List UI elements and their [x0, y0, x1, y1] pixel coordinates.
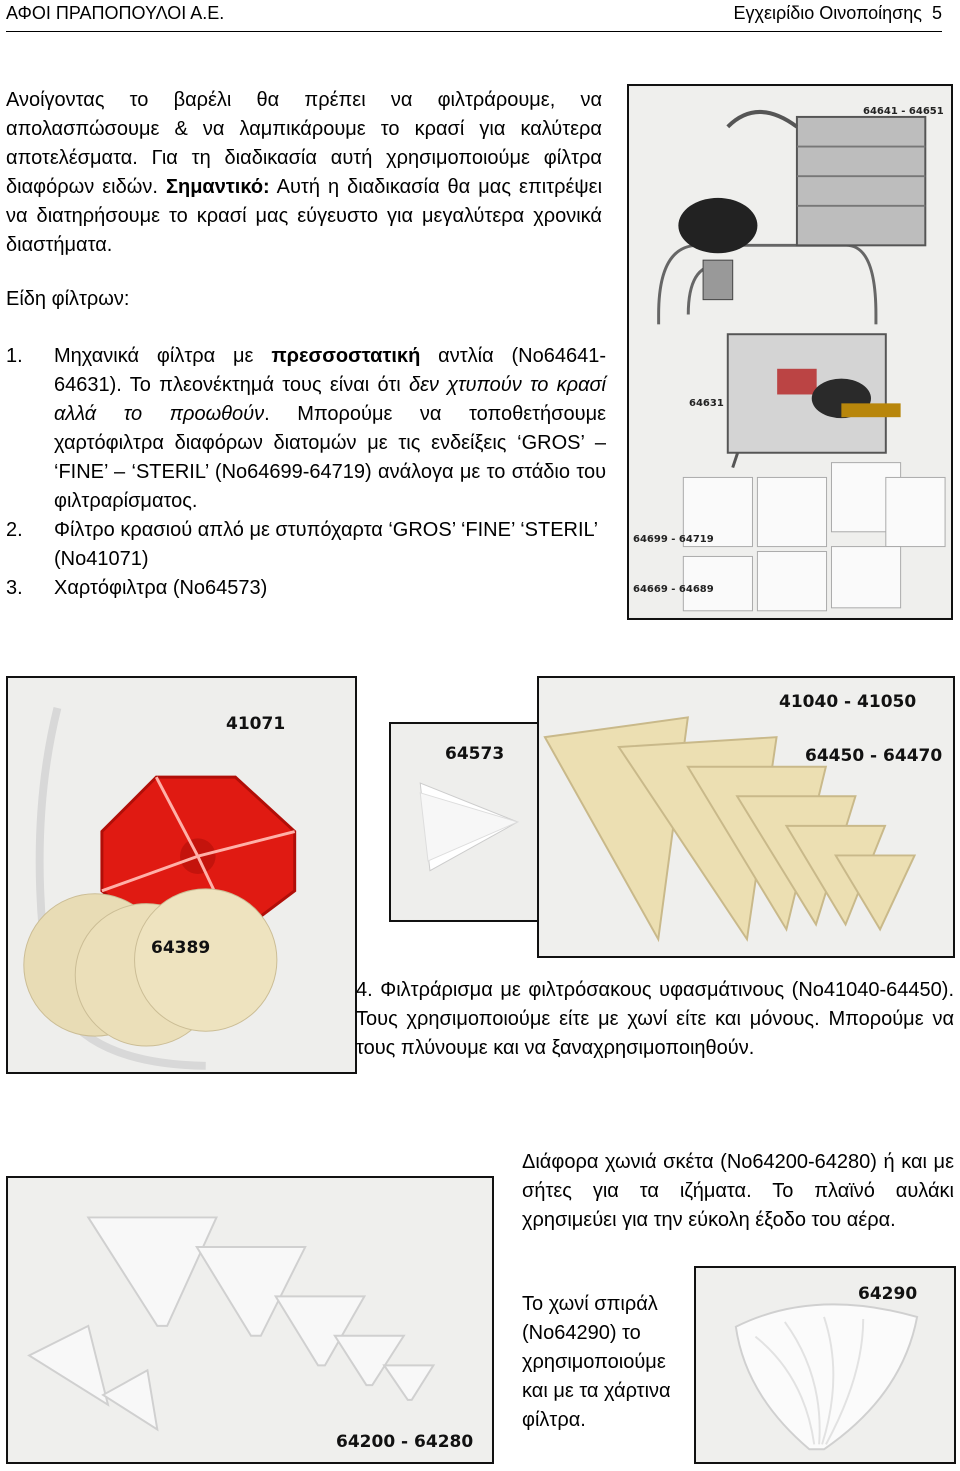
- list-text: . Μπορούμε να τοποθετήσουμε χαρτόφιλτρα διαφόρων διατομών με τις ενδείξεις ‘GROS’ – ‘FINE’ – ‘STERIL’ (Νο64699-64719) ανάλογα με το στάδιο του φιλτραρίσματος.: [54, 403, 607, 512]
- spiral-paragraph: Το χωνί σπιράλ (Νο64290) το χρησιμοποιούμε και με τα χάρτινα φίλτρα.: [522, 1293, 671, 1431]
- list-italic: δεν χτυπούν το κρασί αλλά το προωθούν: [54, 374, 606, 425]
- page-header: [6, 0, 942, 30]
- filter-types-list: [6, 342, 606, 603]
- list-number: 2.: [6, 519, 23, 541]
- list-text: Χαρτόφιλτρα (Νο64573): [54, 577, 268, 599]
- paper-filter-label: 64573: [445, 744, 505, 764]
- item4-paragraph: [356, 976, 954, 1063]
- packs-label-2: 64669 - 64689: [633, 584, 714, 595]
- pads-label: 64389: [151, 938, 211, 958]
- list-bold: πρεσσοστατική: [271, 345, 421, 367]
- list-item-3: [6, 574, 606, 603]
- list-number: 3.: [6, 577, 23, 599]
- intro-paragraph: [6, 86, 602, 260]
- list-text: αντλία (Νο64641-64631). Το πλεονέκτημά τους είναι ότι: [54, 345, 606, 396]
- filter-types-title: Είδη φίλτρων:: [6, 288, 130, 310]
- red-filter-photo: [6, 676, 357, 1074]
- header-rule: [6, 31, 942, 32]
- list-item-2: [6, 516, 606, 574]
- packs-label-1: 64699 - 64719: [633, 534, 714, 545]
- intro-text-1: Ανοίγοντας το βαρέλι θα πρέπει να φιλτράρουμε, να απολασπώσουμε & να λαμπικάρουμε το κρασί για καλύτερα αποτελέσματα. Για τη διαδικασία αυτή χρησιμοποιούμε φίλτρα διαφόρων ειδών.: [6, 89, 602, 198]
- funnels-photo: [6, 1176, 494, 1464]
- page-number: 5: [931, 3, 942, 23]
- funnels-label: 64200 - 64280: [336, 1432, 474, 1452]
- bags-label-2: 64450 - 64470: [805, 746, 943, 766]
- red-filter-illustration: [8, 678, 355, 1072]
- list-number: 1.: [6, 345, 23, 367]
- list-item-4: [356, 976, 954, 1063]
- cloth-bags-illustration: [539, 678, 953, 956]
- spiral-label: 64290: [858, 1284, 918, 1304]
- funnels-illustration: [8, 1178, 492, 1462]
- pump-top-label: 64641 - 64651: [863, 106, 944, 117]
- pump-filters-photo: [627, 84, 953, 620]
- list-number: 4.: [356, 979, 373, 1001]
- red-filter-label: 41071: [226, 714, 286, 734]
- company-name: ΑΦΟΙ ΠΡΑΠΟΠΟΥΛΟΙ Α.Ε.: [6, 3, 225, 23]
- paper-filter-photo: [389, 722, 543, 922]
- spiral-funnel-photo: [694, 1266, 956, 1464]
- pump-mid-label: 64631: [689, 398, 724, 409]
- list-text: Φίλτρο κρασιού απλό με στυπόχαρτα ‘GROS’ ‘FINE’ ‘STERIL’ (Νο41071): [54, 519, 598, 570]
- header-right: [734, 3, 943, 24]
- intro-text-2: Αυτή η διαδικασία θα μας επιτρέψει να διατηρήσουμε το κρασί μας εύγευστο για μεγαλύτερα χρονικά διαστήματα.: [6, 176, 603, 256]
- cloth-bags-photo: [537, 676, 955, 958]
- manual-title: Εγχειρίδιο Οινοποίησης: [733, 3, 922, 23]
- list-text: Μηχανικά φίλτρα με: [54, 345, 272, 367]
- list-text: Φιλτράρισμα με φιλτρόσακους υφασμάτινους (Νο41040-64450). Τους χρησιμοποιούμε είτε με χωνί είτε και μόνους. Μπορούμε να τους πλύνουμε και να ξαναχρησιμοποιηθούν.: [356, 979, 954, 1059]
- list-item-1: [6, 342, 606, 516]
- important-label: Σημαντικό:: [165, 176, 270, 198]
- bags-label-1: 41040 - 41050: [779, 692, 917, 712]
- funnels-paragraph: Διάφορα χωνιά σκέτα (Νο64200-64280) ή και με σήτες για τα ιζήματα. Το πλαϊνό αυλάκι χρησιμεύει για την εύκολη έξοδο του αέρα.: [522, 1151, 954, 1231]
